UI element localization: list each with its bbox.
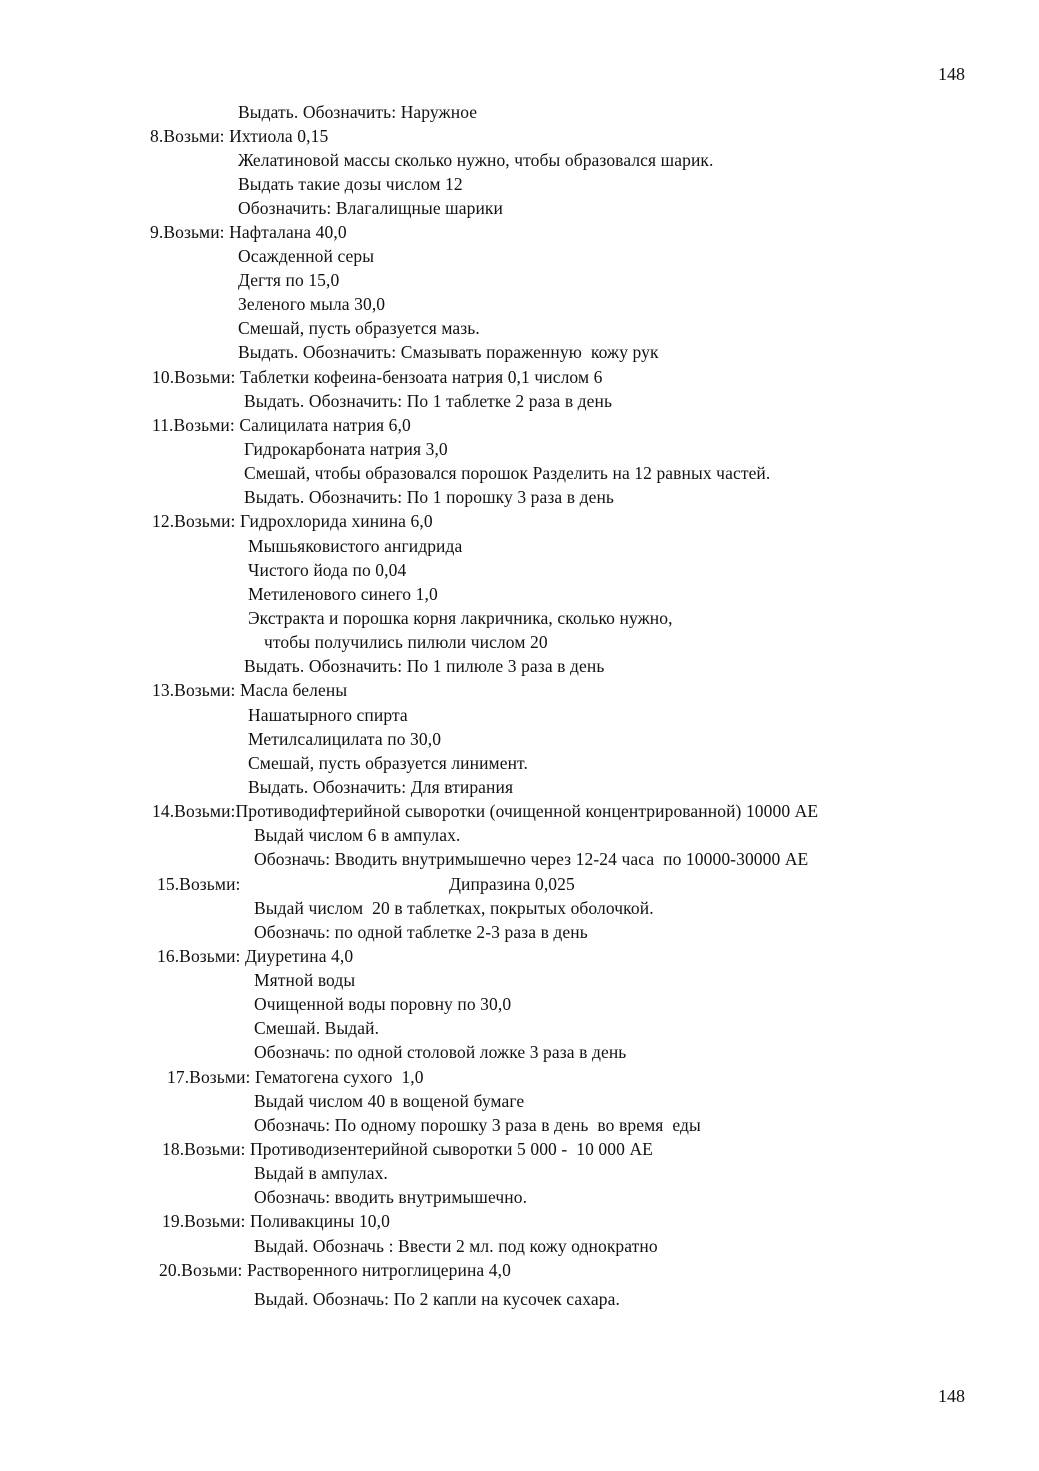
- recipe-heading: 11.Возьми: Салицилата натрия 6,0: [152, 415, 411, 435]
- page-number-top: 148: [938, 64, 965, 84]
- recipe-heading: 18.Возьми: Противодизентерийной сыворотки 5 000 - 10 000 АЕ: [162, 1139, 653, 1159]
- text-line: Зеленого мыла 30,0: [238, 294, 386, 314]
- text-line: Обозначь: Вводить внутримышечно через 12-24 часа по 10000-30000 АЕ: [254, 849, 809, 869]
- text-line: Выдай числом 20 в таблетках, покрытых оболочкой.: [254, 898, 654, 918]
- text-line: Смешай, чтобы образовался порошок Разделить на 12 равных частей.: [244, 463, 771, 483]
- text-line: Осажденной серы: [238, 246, 375, 266]
- text-line: Обозначь: по одной таблетке 2-3 раза в день: [254, 922, 588, 942]
- text-line: Смешай, пусть образуется линимент.: [248, 753, 528, 773]
- text-line: Нашатырного спирта: [248, 705, 408, 725]
- recipe-heading: 16.Возьми: Диуретина 4,0: [157, 946, 354, 966]
- text-line: Выдай числом 40 в вощеной бумаге: [254, 1091, 525, 1111]
- recipe-heading: 19.Возьми: Поливакцины 10,0: [162, 1211, 390, 1231]
- text-line: Выдать. Обозначить: По 1 таблетке 2 раза в день: [244, 391, 613, 411]
- text-line: Мышьяковистого ангидрида: [248, 536, 463, 556]
- text-line: Выдать. Обозначить: Для втирания: [248, 777, 514, 797]
- text-line: Выдай числом 6 в ампулах.: [254, 825, 461, 845]
- text-line: Выдать. Обозначить: Наружное: [238, 102, 478, 122]
- text-line: Смешай. Выдай.: [254, 1018, 380, 1038]
- text-line: Выдай. Обозначь: По 2 капли на кусочек сахара.: [254, 1289, 620, 1309]
- text-line: Мятной воды: [254, 970, 356, 990]
- recipe-heading: 8.Возьми: Ихтиола 0,15: [150, 126, 329, 146]
- text-line: Метиленового синего 1,0: [248, 584, 438, 604]
- page-number-bottom: 148: [938, 1386, 965, 1406]
- text-line: Дегтя по 15,0: [238, 270, 340, 290]
- recipe-heading: 10.Возьми: Таблетки кофеина-бензоата натрия 0,1 числом 6: [152, 367, 603, 387]
- text-line: чтобы получились пилюли числом 20: [264, 632, 548, 652]
- text-line: Обозначить: Влагалищные шарики: [238, 198, 504, 218]
- text-line: Обозначь: по одной столовой ложке 3 раза в день: [254, 1042, 627, 1062]
- text-line: Чистого йода по 0,04: [248, 560, 407, 580]
- text-line: Выдай в ампулах.: [254, 1163, 388, 1183]
- recipe-heading: 17.Возьми: Гематогена сухого 1,0: [167, 1067, 424, 1087]
- recipe-heading: 9.Возьми: Нафталана 40,0: [150, 222, 347, 242]
- text-line: Желатиновой массы сколько нужно, чтобы образовался шарик.: [238, 150, 714, 170]
- text-line: Метилсалицилата по 30,0: [248, 729, 442, 749]
- text-line: Выдать. Обозначить: По 1 пилюле 3 раза в день: [244, 656, 605, 676]
- text-line: Выдать. Обозначить: Смазывать пораженную кожу рук: [238, 342, 659, 362]
- text-line: Обозначь: По одному порошку 3 раза в день во время еды: [254, 1115, 701, 1135]
- text-line: Обозначь: вводить внутримышечно.: [254, 1187, 528, 1207]
- recipe-heading: 12.Возьми: Гидрохлорида хинина 6,0: [152, 511, 433, 531]
- recipe-heading: 15.Возьми:: [157, 874, 241, 894]
- recipe-heading: 14.Возьми:Противодифтерийной сыворотки (очищенной концентрированной) 10000 АЕ: [152, 801, 819, 821]
- text-line: Экстракта и порошка корня лакричника, сколько нужно,: [248, 608, 673, 628]
- text-line: Выдай. Обозначь : Ввести 2 мл. под кожу однократно: [254, 1236, 658, 1256]
- text-line: Дипразина 0,025: [449, 874, 575, 894]
- text-line: Выдать. Обозначить: По 1 порошку 3 раза в день: [244, 487, 615, 507]
- text-line: Гидрокарбоната натрия 3,0: [244, 439, 448, 459]
- text-line: Выдать такие дозы числом 12: [238, 174, 463, 194]
- recipe-heading: 20.Возьми: Растворенного нитроглицерина 4,0: [159, 1260, 511, 1280]
- recipe-heading: 13.Возьми: Масла белены: [152, 680, 348, 700]
- text-line: Смешай, пусть образуется мазь.: [238, 318, 480, 338]
- text-line: Очищенной воды поровну по 30,0: [254, 994, 512, 1014]
